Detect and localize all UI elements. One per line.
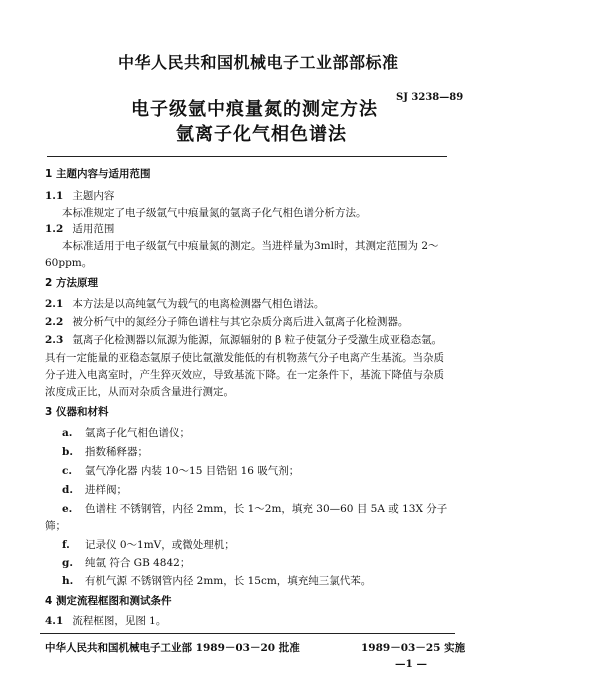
approval-note: 中华人民共和国机械电子工业部 1989－03－20 批准 xyxy=(45,642,300,654)
clause-text: 流程框图，见图 1。 xyxy=(72,615,167,627)
clause-1-2 xyxy=(45,221,114,236)
clause-number: 2.2 xyxy=(45,316,64,328)
clause-number: 1.2 xyxy=(45,223,64,235)
clause-4-1 xyxy=(45,613,166,628)
clause-heading: 适用范围 xyxy=(72,223,115,235)
clause-number: 2.3 xyxy=(45,334,64,346)
document-subtitle: 氩离子化气相色谱法 xyxy=(176,124,347,145)
page-number: —1 — xyxy=(395,658,427,670)
clause-text: 被分析气中的氮经分子筛色谱柱与其它杂质分离后进入氩离子化检测器。 xyxy=(72,316,409,328)
paragraph-continuation: 分子进入电离室时，产生猝灭效应，导致基流下降。在一定条件下，基流下降值与杂质 xyxy=(45,369,444,381)
list-item: g. 纯氩 符合 GB 4842； xyxy=(62,557,191,569)
clause-2-2 xyxy=(45,314,408,329)
paragraph-continuation: 浓度成正比，从而对杂质含量进行测定。 xyxy=(45,386,234,398)
clause-text: 本方法是以高纯氩气为载气的电离检测器气相色谱法。 xyxy=(72,298,325,310)
clause-number: 1.1 xyxy=(45,190,64,202)
document-title: 电子级氩中痕量氮的测定方法 xyxy=(131,99,378,120)
list-item: d. 进样阀； xyxy=(62,484,127,496)
section-4-heading: 4 测定流程框图和测试条件 xyxy=(45,595,172,607)
ministry-header: 中华人民共和国机械电子工业部部标准 xyxy=(118,53,399,72)
clause-1-1 xyxy=(45,188,114,203)
clause-heading: 主题内容 xyxy=(72,190,115,202)
implementation-date: 1989－03－25 实施 xyxy=(361,642,466,654)
list-item-continuation: 筛； xyxy=(45,520,66,532)
list-item: h. 有机气源 不锈钢管内径 2mm，长 15cm，填充纯三氯代苯。 xyxy=(62,575,372,587)
footer-divider xyxy=(40,633,455,634)
standard-code: SJ 3238—89 xyxy=(396,92,464,103)
list-item: f. 记录仪 0～1mV，或微处理机； xyxy=(62,539,235,551)
clause-number: 4.1 xyxy=(45,615,64,627)
header-divider xyxy=(47,156,447,157)
paragraph-continuation: 60ppm。 xyxy=(45,257,93,269)
list-item: e. 色谱柱 不锈钢管，内径 2mm，长 1～2m，填充 30—60 目 5A 或 13X 分子 xyxy=(62,503,448,515)
list-item: a. 氩离子化气相色谱仪； xyxy=(62,427,190,439)
section-3-heading: 3 仪器和材料 xyxy=(45,406,109,418)
clause-2-3 xyxy=(45,332,442,347)
list-item: c. 氩气净化器 内装 10～15 目锆铝 16 吸气剂； xyxy=(62,465,300,477)
clause-number: 2.1 xyxy=(45,298,64,310)
paragraph-continuation: 具有一定能量的亚稳态氩原子使比氩激发能低的有机物蒸气分子电离产生基流。当杂质 xyxy=(45,352,444,364)
paragraph: 本标准适用于电子级氩气中痕量氮的测定。当进样量为3ml时，其测定范围为 2～ xyxy=(62,240,439,252)
section-1-heading: 1 主题内容与适用范围 xyxy=(45,168,151,180)
section-2-heading: 2 方法原理 xyxy=(45,277,98,289)
clause-text: 氩离子化检测器以氚源为能源，氚源辐射的 β 粒子使氩分子受激生成亚稳态氩。 xyxy=(72,334,443,346)
clause-2-1 xyxy=(45,296,324,311)
list-item: b. 指数稀释器； xyxy=(62,446,148,458)
paragraph: 本标准规定了电子级氩气中痕量氮的氩离子化气相色谱分析方法。 xyxy=(62,207,367,219)
